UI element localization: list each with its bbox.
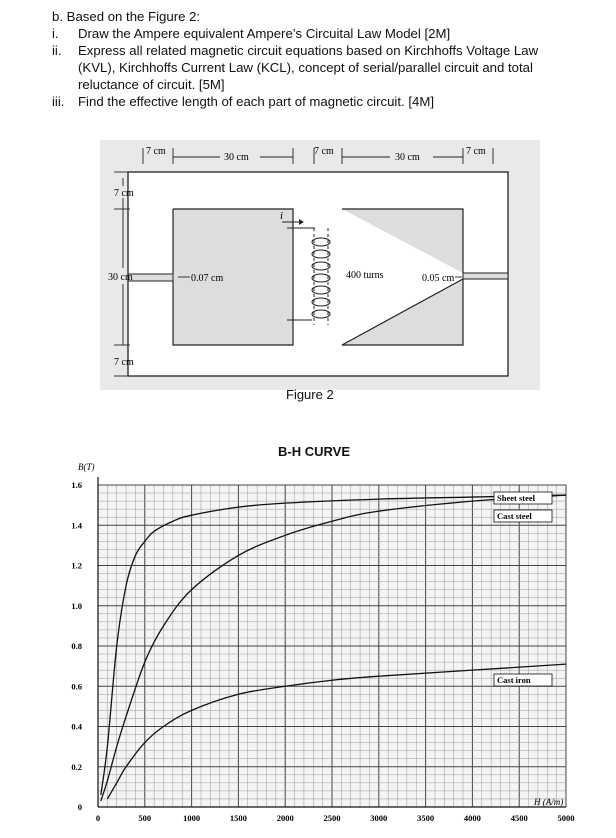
x-tick-label: 3000 [370, 813, 388, 823]
legend-label: Cast iron [497, 675, 531, 685]
y-tick-label: 0 [77, 802, 82, 812]
x-tick-label: 1500 [229, 813, 247, 823]
left-air-gap [128, 274, 173, 281]
right-air-gap [463, 273, 508, 279]
dim-top-right-window: 30 cm [395, 152, 420, 163]
item-number: i. [52, 26, 59, 41]
dim-top-left-window: 30 cm [224, 152, 249, 163]
item-number: ii. [52, 43, 62, 58]
legend-label: Cast steel [497, 511, 532, 521]
bh-curve-chart [0, 455, 616, 838]
question-item-line: (KVL), Kirchhoffs Current Law (KCL), concept of serial/parallel circuit and total [78, 60, 533, 75]
y-tick-label: 0.6 [71, 681, 82, 692]
x-tick-label: 3500 [417, 813, 435, 823]
dim-left-bottom: 7 cm [114, 357, 134, 368]
y-tick-label: 0.2 [71, 761, 82, 772]
y-axis-label: B(T) [78, 462, 95, 472]
item-number: iii. [52, 94, 65, 109]
y-tick-label: 1.2 [71, 560, 82, 571]
question-item-line: Express all related magnetic circuit equations based on Kirchhoffs Voltage Law [78, 43, 539, 58]
chart-title: B-H CURVE [278, 444, 350, 459]
x-tick-label: 2000 [276, 813, 294, 823]
dim-top-left-leg: 7 cm [146, 146, 166, 157]
question-item-line: reluctance of circuit. [5M] [78, 77, 225, 92]
x-tick-label: 1000 [183, 813, 201, 823]
y-tick-label: 0.4 [71, 721, 82, 732]
question-item-line: Draw the Ampere equivalent Ampere’s Circuital Law Model [2M] [78, 26, 451, 41]
x-tick-label: 2500 [323, 813, 341, 823]
x-tick-label: 4000 [463, 813, 481, 823]
chart-grid [98, 485, 566, 807]
legend-label: Sheet steel [497, 493, 536, 503]
x-tick-label: 500 [138, 813, 152, 823]
dim-left-top: 7 cm [114, 188, 134, 199]
dim-top-right-leg: 7 cm [466, 146, 486, 157]
right-gap-label: 0.05 cm [422, 273, 455, 284]
y-tick-label: 1.4 [71, 520, 82, 531]
dim-top-center-leg: 7 cm [314, 146, 334, 157]
x-tick-label: 4500 [510, 813, 528, 823]
x-tick-label: 0 [95, 813, 101, 823]
x-tick-label: 5000 [557, 813, 575, 823]
y-tick-label: 0.8 [71, 641, 82, 651]
y-tick-label: 1.6 [71, 480, 82, 490]
current-label: i [280, 210, 284, 222]
dim-left-middle: 30 cm [108, 272, 133, 283]
question-item-line: Find the effective length of each part of magnetic circuit. [4M] [78, 94, 435, 109]
left-gap-label: 0.07 cm [191, 273, 224, 284]
magnetic-core-figure [100, 140, 540, 390]
x-axis-label: H (A/m) [534, 797, 564, 807]
question-heading: b. Based on the Figure 2: [52, 9, 201, 24]
figure-caption: Figure 2 [286, 387, 334, 402]
y-tick-label: 1.0 [71, 600, 82, 611]
turns-label: 400 turns [346, 270, 384, 281]
